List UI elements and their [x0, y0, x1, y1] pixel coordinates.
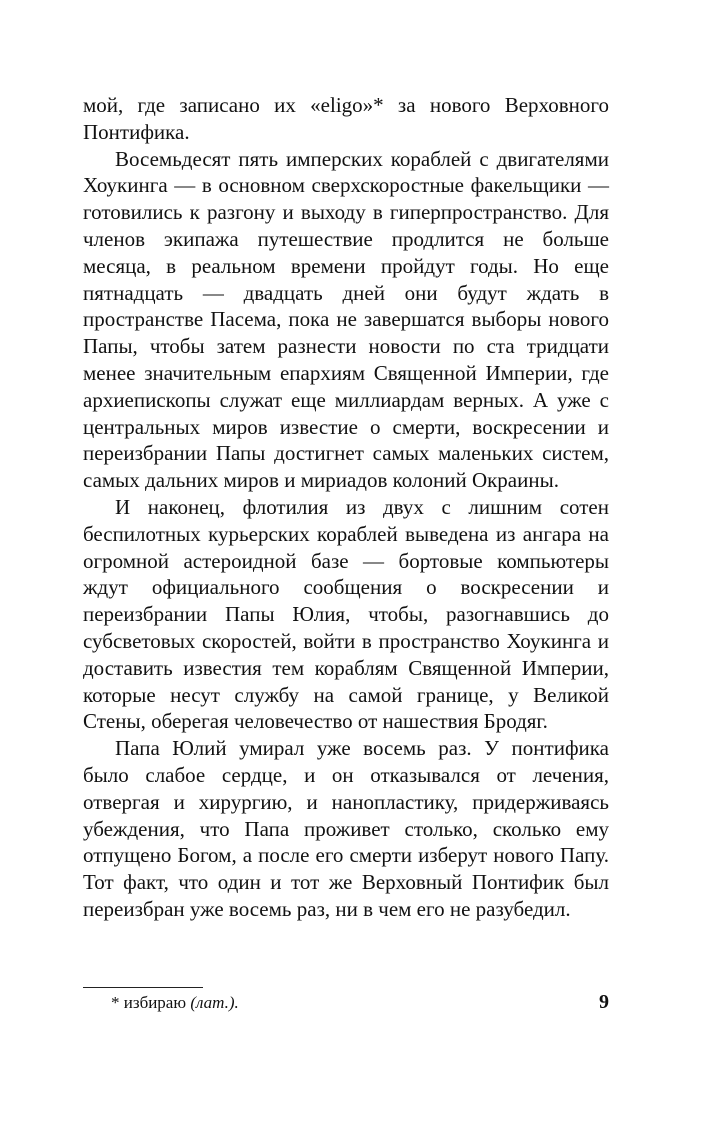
paragraph-1: мой, где записано их «eligo»* за нового Верховного Понтифика.: [83, 93, 609, 144]
footnote: [111, 993, 239, 1013]
paragraph-3: И наконец, флотилия из двух с лишним сотен беспилотных курьерских кораблей выведена из ангара на огромной астероидной базе — бортовые компьютеры ждут официального сообщения о воскресении и переизбрании Папы Юлия, чтобы, разогнавшись до субсветовых скоростей, войти в пространство Хоукинга и доставить известия тем кораблям Священной Империи, которые несут службу на самой границе, у Великой Стены, оберегая человечество от нашествия Бродяг.: [83, 494, 609, 734]
paragraph-2: Восемьдесят пять имперских кораблей с двигателями Хоукинга — в основном сверхскоростные факельщики — готовились к разгону и выходу в гиперпространство. Для членов экипажа путешествие продлится не больше месяца, в реальном времени пройдут годы. Но еще пятнадцать — двадцать дней они будут ждать в пространстве Пасема, пока не завершатся выборы нового Папы, чтобы затем разнести новости по ста тридцати менее значительным епархиям Священной Империи, где архиепископы служат еще миллиардам верных. А уже с центральных миров известие о смерти, воскресении и переизбрании Папы достигнет самых маленьких систем, самых дальних миров и мириадов колоний Окраины.: [83, 146, 609, 493]
footnote-language-note: (лат.).: [190, 993, 239, 1012]
page-body: [83, 92, 609, 923]
footnote-marker: *: [111, 993, 120, 1012]
footnote-divider: [83, 987, 203, 988]
page-number: 9: [599, 991, 609, 1013]
paragraph-4: Папа Юлий умирал уже восемь раз. У понтифика было слабое сердце, и он отказывался от лечения, отвергая и хирургию, и нанопластику, придерживаясь убеждения, что Папа проживет столько, сколько ему отпущено Богом, а после его смерти изберут нового Папу. Тот факт, что один и тот же Верховный Понтифик был переизбран уже восемь раз, ни в чем его не разубедил.: [83, 736, 609, 921]
footnote-text: избираю: [123, 993, 187, 1012]
page-footer: [83, 987, 609, 1017]
